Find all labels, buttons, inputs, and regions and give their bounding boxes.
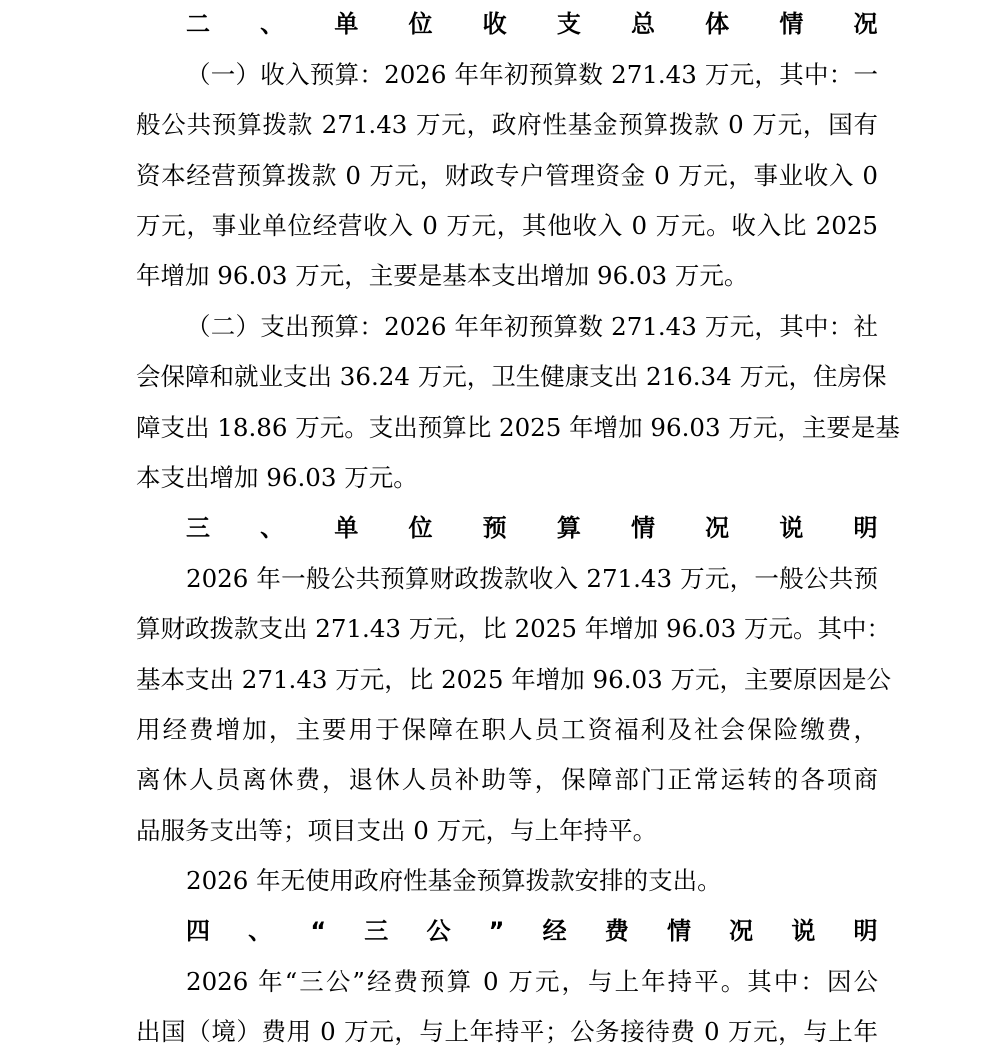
paragraph-line: 般公共预算拨款 271.43 万元，政府性基金预算拨款 0 万元，国有 xyxy=(136,110,878,139)
paragraph-line: 年增加 96.03 万元，主要是基本支出增加 96.03 万元。 xyxy=(136,261,749,290)
paragraph-line: 品服务支出等；项目支出 0 万元，与上年持平。 xyxy=(136,816,658,845)
paragraph-line: 2026 年一般公共预算财政拨款收入 271.43 万元，一般公共预 xyxy=(186,564,878,593)
paragraph-line: 会保障和就业支出 36.24 万元，卫生健康支出 216.34 万元，住房保 xyxy=(136,362,887,391)
paragraph-line: 离休人员离休费，退休人员补助等，保障部门正常运转的各项商 xyxy=(136,765,878,794)
paragraph-line: 出国（境）费用 0 万元，与上年持平；公务接待费 0 万元，与上年 xyxy=(136,1017,878,1046)
paragraph-line: 万元，事业单位经营收入 0 万元，其他收入 0 万元。收入比 2025 xyxy=(136,211,878,240)
section-heading: 四、“三公”经费情况说明 xyxy=(186,917,878,945)
paragraph-line: 算财政拨款支出 271.43 万元，比 2025 年增加 96.03 万元。其中： xyxy=(136,614,891,643)
paragraph-line: 本支出增加 96.03 万元。 xyxy=(136,463,418,492)
paragraph-line: 2026 年“三公”经费预算 0 万元，与上年持平。其中：因公 xyxy=(186,967,878,996)
section-heading: 三、单位预算情况说明 xyxy=(186,514,878,542)
paragraph-line: 2026 年无使用政府性基金预算拨款安排的支出。 xyxy=(186,866,722,895)
paragraph-line: 障支出 18.86 万元。支出预算比 2025 年增加 96.03 万元，主要是基 xyxy=(136,413,900,442)
paragraph-line: 资本经营预算拨款 0 万元，财政专户管理资金 0 万元，事业收入 0 xyxy=(136,161,878,190)
paragraph-line: 用经费增加，主要用于保障在职人员工资福利及社会保险缴费， xyxy=(136,715,878,744)
paragraph-line: （一）收入预算：2026 年年初预算数 271.43 万元，其中：一 xyxy=(186,60,878,89)
paragraph-line: 基本支出 271.43 万元，比 2025 年增加 96.03 万元，主要原因是公 xyxy=(136,665,891,694)
paragraph-line: （二）支出预算：2026 年年初预算数 271.43 万元，其中：社 xyxy=(186,312,878,341)
section-heading: 二、单位收支总体情况 xyxy=(186,10,878,38)
